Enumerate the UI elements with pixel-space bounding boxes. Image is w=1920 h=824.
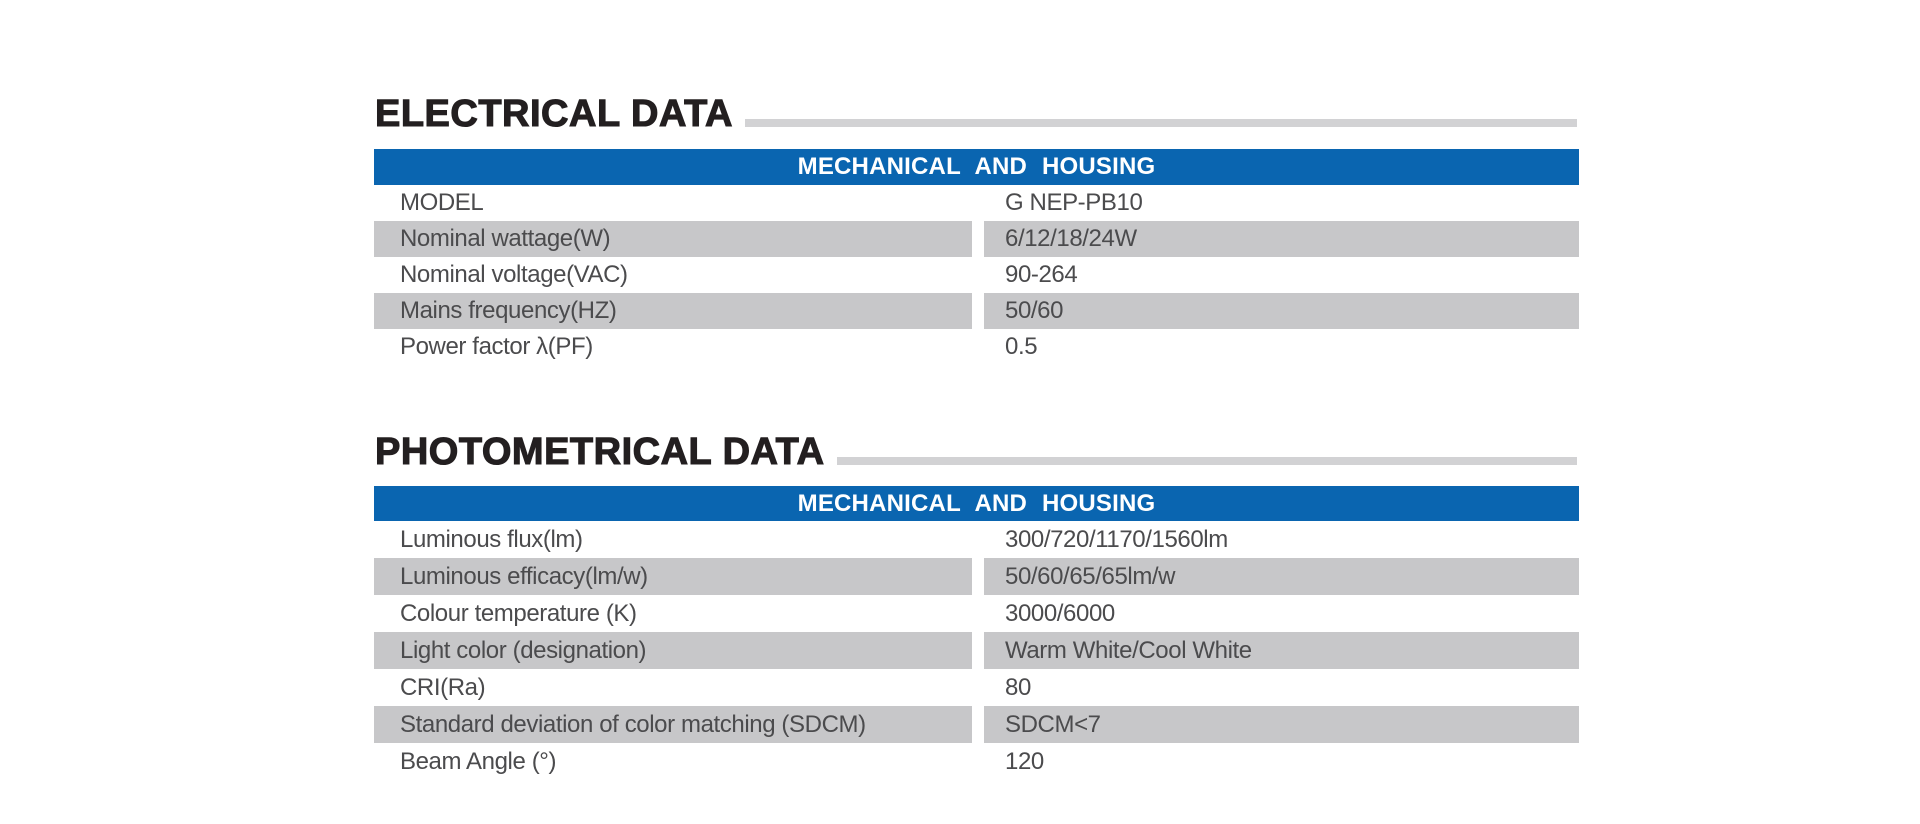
table-row (374, 293, 1579, 329)
table-row (374, 669, 1579, 706)
row-value: 50/60 (984, 293, 1579, 329)
row-value: 90-264 (1005, 261, 1078, 288)
table-rows (374, 185, 1579, 365)
row-value: 6/12/18/24W (984, 221, 1579, 257)
column-gap (972, 558, 984, 595)
table-row (374, 257, 1579, 293)
column-gap (972, 521, 984, 558)
table-row (374, 743, 1579, 780)
row-value: G NEP-PB10 (1005, 189, 1143, 216)
row-value: 300/720/1170/1560lm (1005, 525, 1228, 553)
column-gap (972, 669, 984, 706)
title-underline-rule (745, 119, 1577, 127)
title-underline-rule (837, 457, 1577, 465)
row-value: 3000/6000 (1005, 599, 1115, 627)
table-row (374, 595, 1579, 632)
row-label: Power factor λ(PF) (400, 333, 593, 360)
table-row (374, 521, 1579, 558)
row-value: SDCM<7 (984, 706, 1579, 743)
table-header-bar: MECHANICAL AND HOUSING (374, 149, 1579, 185)
section-title-text: ELECTRICAL DATA (375, 93, 733, 135)
row-value: 0.5 (1005, 333, 1038, 360)
column-gap (972, 743, 984, 780)
row-label: Colour temperature (K) (400, 599, 637, 627)
row-label: Luminous efficacy(lm/w) (374, 558, 972, 595)
column-gap (972, 706, 984, 743)
photometrical-data-table (374, 486, 1579, 780)
row-value: 80 (1005, 673, 1031, 701)
row-value: Warm White/Cool White (984, 632, 1579, 669)
row-label: Beam Angle (°) (400, 747, 557, 775)
column-gap (972, 329, 984, 365)
table-row (374, 706, 1579, 743)
row-label: Standard deviation of color matching (SDCM) (374, 706, 972, 743)
row-label: Light color (designation) (374, 632, 972, 669)
electrical-data-table (374, 149, 1579, 365)
section-title-electrical (375, 93, 1577, 135)
column-gap (972, 185, 984, 221)
table-row (374, 329, 1579, 365)
row-label: Mains frequency(HZ) (374, 293, 972, 329)
table-header-bar: MECHANICAL AND HOUSING (374, 486, 1579, 521)
table-row (374, 185, 1579, 221)
section-title-text: PHOTOMETRICAL DATA (375, 431, 825, 473)
row-value: 120 (1005, 747, 1044, 775)
row-label: CRI(Ra) (400, 673, 486, 701)
row-label: Nominal wattage(W) (374, 221, 972, 257)
row-label: Nominal voltage(VAC) (400, 261, 628, 288)
table-row (374, 558, 1579, 595)
row-value: 50/60/65/65lm/w (984, 558, 1579, 595)
row-label: MODEL (400, 189, 484, 216)
column-gap (972, 595, 984, 632)
column-gap (972, 632, 984, 669)
table-row (374, 221, 1579, 257)
section-title-photometrical (375, 431, 1577, 473)
row-label: Luminous flux(lm) (400, 525, 583, 553)
column-gap (972, 257, 984, 293)
column-gap (972, 293, 984, 329)
column-gap (972, 221, 984, 257)
table-row (374, 632, 1579, 669)
table-rows (374, 521, 1579, 780)
